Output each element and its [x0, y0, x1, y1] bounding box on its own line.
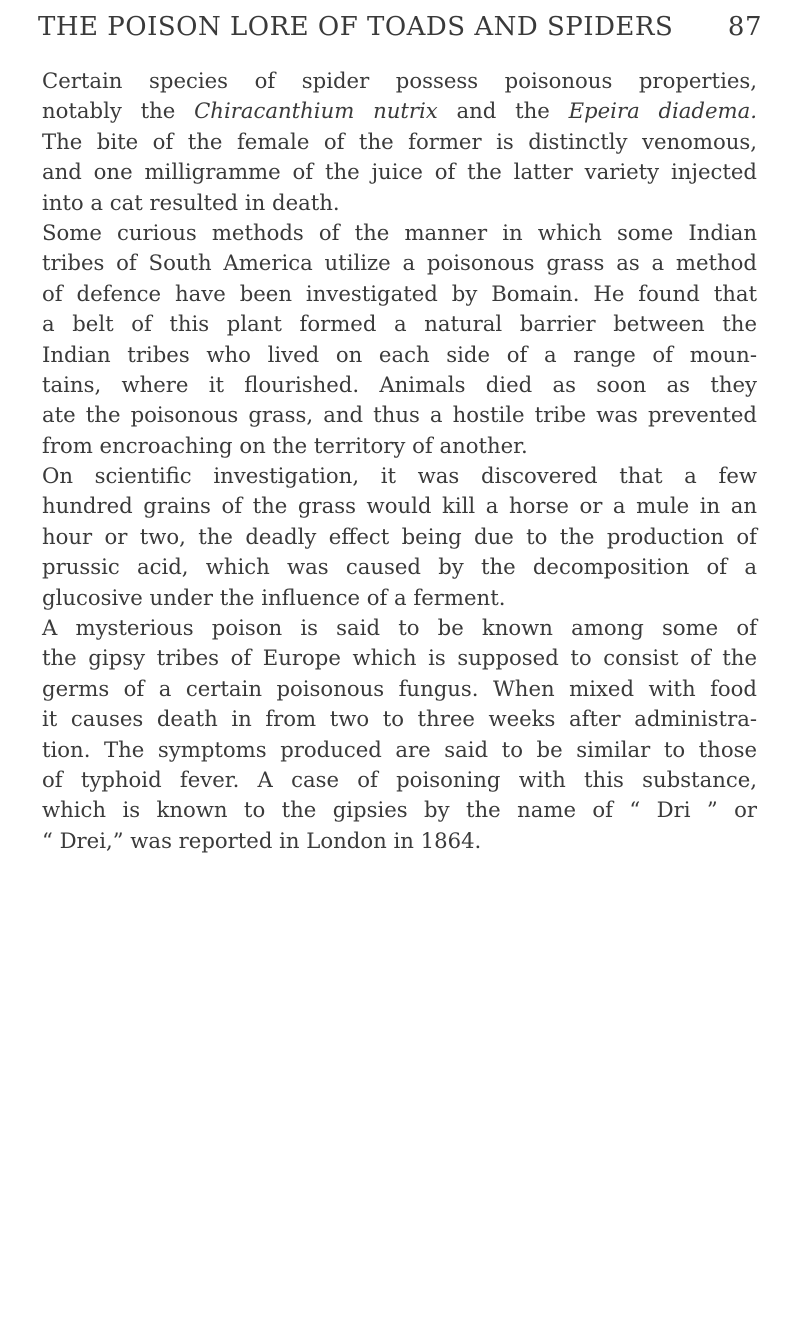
text-line	[42, 370, 757, 400]
running-head-title: THE POISON LORE OF TOADS AND SPIDERS	[38, 12, 674, 42]
text-run: The bite of the female of the former is distinctly venomous,	[42, 128, 757, 154]
text-line	[42, 309, 757, 339]
text-run: tains, where it flourished. Animals died as soon as they	[42, 371, 757, 397]
text-line	[42, 643, 757, 673]
text-run: “ Drei,” was reported in London in 1864.	[42, 827, 482, 853]
text-run: tion. The symptoms produced are said to be similar to those	[42, 736, 757, 762]
text-run: which is known to the gipsies by the name of “ Dri ” or	[42, 797, 757, 823]
paragraph	[42, 218, 757, 461]
text-line	[42, 674, 757, 704]
text-run: prussic acid, which was caused by the decomposition of a	[42, 554, 757, 580]
text-line	[42, 157, 757, 187]
text-line	[42, 248, 757, 278]
text-run: Indian tribes who lived on each side of a range of moun-	[42, 341, 757, 367]
text-line	[42, 188, 757, 218]
text-line	[42, 826, 757, 856]
text-run: A mysterious poison is said to be known among some of	[42, 615, 757, 641]
text-run: On scientific investigation, it was discovered that a few	[42, 463, 757, 489]
text-line	[42, 461, 757, 491]
text-run: ate the poisonous grass, and thus a hostile tribe was prevented	[42, 402, 757, 428]
text-line	[42, 279, 757, 309]
text-line	[42, 613, 757, 643]
text-line	[42, 583, 757, 613]
paragraph	[42, 613, 757, 856]
text-line	[42, 491, 757, 521]
text-line	[42, 127, 757, 157]
text-line	[42, 96, 757, 126]
text-line	[42, 218, 757, 248]
text-run: glucosive under the influence of a ferment.	[42, 584, 506, 610]
text-line	[42, 66, 757, 96]
text-run: Certain species of spider possess poisonous properties,	[42, 68, 757, 93]
italic-text: Chiracanthium nutrix	[194, 98, 438, 124]
text-run: and the	[437, 98, 569, 124]
paragraph	[42, 461, 757, 613]
text-line	[42, 400, 757, 430]
text-run: germs of a certain poisonous fungus. When mixed with food	[42, 675, 757, 701]
text-line	[42, 522, 757, 552]
text-line	[42, 795, 757, 825]
text-run: Some curious methods of the manner in which some Indian	[42, 219, 757, 245]
paragraph	[42, 66, 757, 218]
text-run: tribes of South America utilize a poisonous grass as a method	[42, 250, 757, 276]
text-line	[42, 765, 757, 795]
page-number: 87	[727, 12, 762, 42]
text-run: a belt of this plant formed a natural barrier between the	[42, 311, 757, 337]
text-run: it causes death in from two to three weeks after administra-	[42, 706, 757, 732]
text-run: into a cat resulted in death.	[42, 189, 340, 215]
text-run: of typhoid fever. A case of poisoning with this substance,	[42, 766, 757, 792]
text-run: of defence have been investigated by Bomain. He found that	[42, 280, 757, 306]
text-line	[42, 340, 757, 370]
text-run: notably the	[42, 98, 195, 124]
text-run: the gipsy tribes of Europe which is supposed to consist of the	[42, 645, 757, 671]
body-text	[42, 66, 757, 856]
text-line	[42, 431, 757, 461]
text-run: and one milligramme of the juice of the latter variety injected	[42, 159, 757, 185]
text-run: from encroaching on the territory of another.	[42, 432, 528, 458]
text-line	[42, 704, 757, 734]
text-line	[42, 735, 757, 765]
text-line	[42, 552, 757, 582]
text-run: hundred grains of the grass would kill a horse or a mule in an	[42, 493, 757, 519]
text-run: hour or two, the deadly effect being due to the production of	[42, 523, 757, 549]
italic-text: Epeira diadema.	[568, 98, 757, 124]
